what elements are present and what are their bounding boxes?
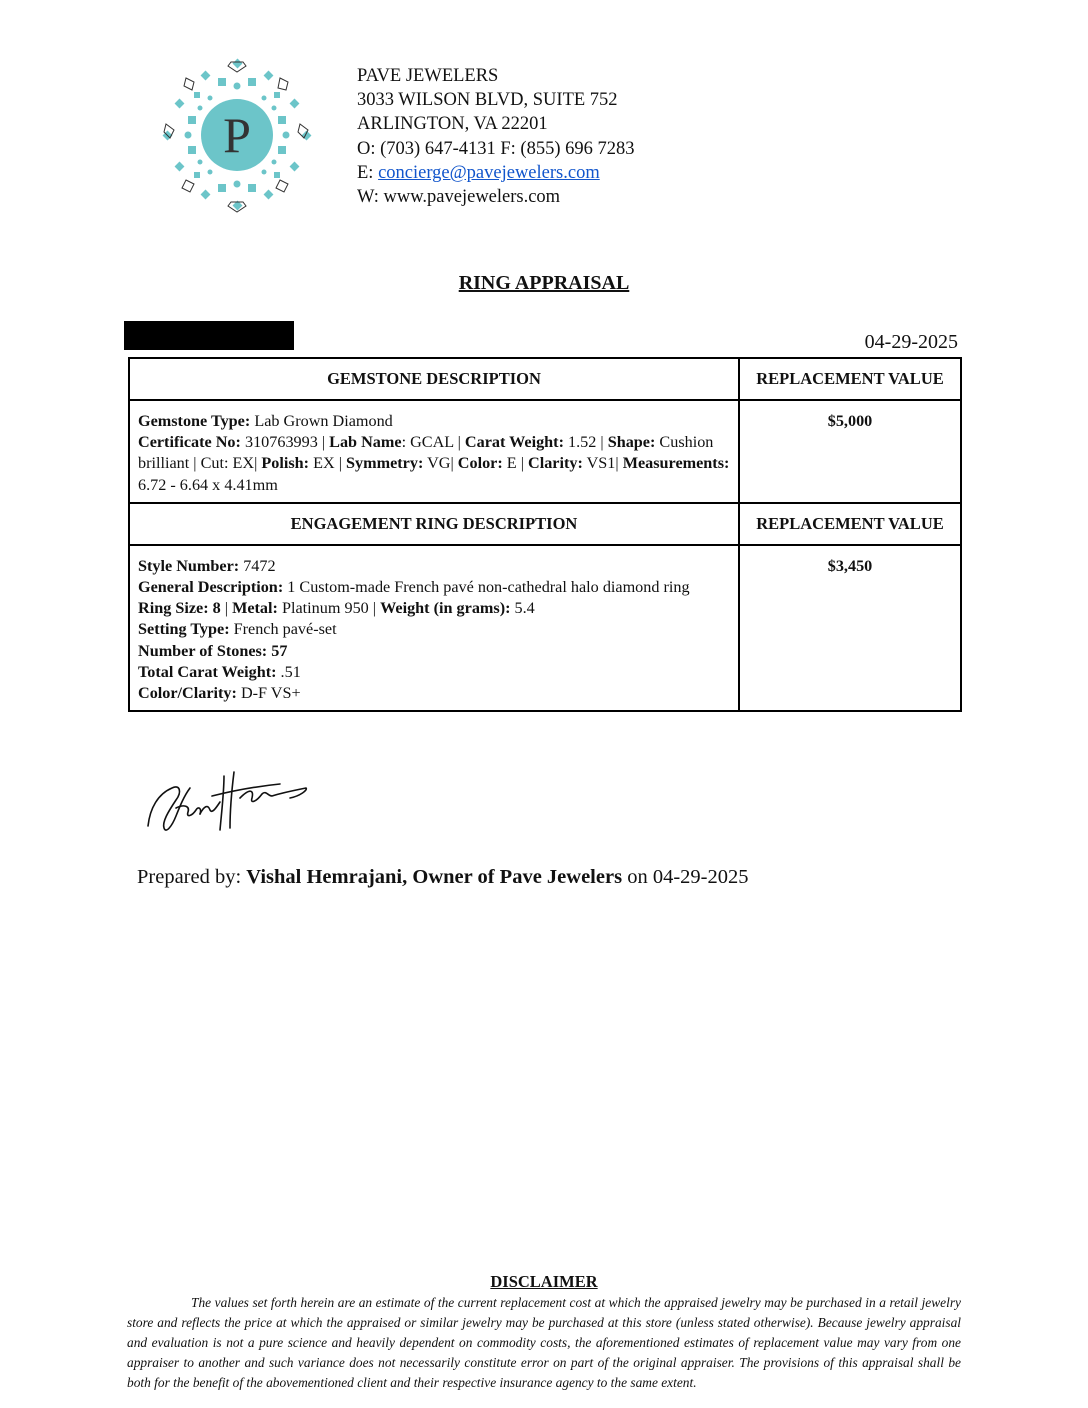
gemstone-header: GEMSTONE DESCRIPTION bbox=[129, 358, 739, 400]
disclaimer-title: DISCLAIMER bbox=[490, 1272, 598, 1291]
email-prefix: E: bbox=[357, 162, 379, 183]
measurements-value: 6.72 - 6.64 x 4.41mm bbox=[138, 475, 278, 494]
style-value: 7472 bbox=[239, 556, 276, 575]
tcw-label: Total Carat Weight: bbox=[138, 662, 277, 681]
gemstone-replacement-value: $5,000 bbox=[739, 400, 961, 503]
ring-row bbox=[129, 545, 961, 711]
signature bbox=[140, 768, 312, 838]
symmetry-value: VG| bbox=[423, 454, 458, 473]
company-website: W: www.pavejewelers.com bbox=[357, 187, 561, 208]
disclaimer-body: The values set forth herein are an estimate of the current replacement cost at which the appraised jewelry may be purchased in a retail jewelry store and reflects the price at which the appraised or similar jewelry may be purchased at this store (unless stated otherwise). Because jewelry appraisal and evaluation is not a pure science and heavily dependent on commodity costs, the aforementioned estimates of replacement value may vary from one appraiser to another and such variance does not necessarily constitute error on part of the original appraiser. The provisions of this appraisal shall be both for the benefit of the abovementioned client and their respective insurance agency to the same extent. bbox=[127, 1295, 961, 1390]
svg-text:P: P bbox=[223, 107, 251, 163]
ring-size-sep: | bbox=[220, 599, 233, 618]
redacted-client-name bbox=[124, 321, 294, 350]
lab-value: : GCAL | bbox=[401, 433, 465, 452]
cert-value: 310763993 | bbox=[240, 433, 330, 452]
gem-type-value: Lab Grown Diamond bbox=[250, 412, 393, 430]
setting-value: French pavé-set bbox=[229, 620, 337, 639]
gemstone-description bbox=[129, 400, 739, 503]
document-title: RING APPRAISAL bbox=[458, 272, 630, 294]
setting-label: Setting Type: bbox=[138, 620, 230, 639]
polish-value: EX | bbox=[309, 454, 347, 473]
carat-value: 1.52 | bbox=[563, 433, 608, 452]
preparer-name: Vishal Hemrajani, Owner of Pave Jewelers bbox=[246, 866, 623, 888]
symmetry-label: Symmetry: bbox=[346, 454, 424, 473]
company-phones: O: (703) 647-4131 F: (855) 696 7283 bbox=[357, 138, 635, 159]
ring-size-label: Ring Size: 8 bbox=[138, 599, 221, 618]
general-value: 1 Custom-made French pavé non-cathedral halo diamond ring bbox=[283, 578, 690, 597]
prepared-suffix: on 04-29-2025 bbox=[622, 866, 749, 888]
shape-value: Cushion brilliant | Cut: EX| bbox=[138, 433, 714, 473]
company-email-line bbox=[357, 161, 634, 185]
appraisal-date: 04-29-2025 bbox=[864, 331, 958, 353]
ring-replacement-value: $3,450 bbox=[739, 545, 961, 711]
gem-type-label: Gemstone Type: bbox=[138, 412, 251, 430]
ring-header-row bbox=[129, 503, 961, 545]
company-details bbox=[357, 64, 634, 209]
stones-label: Number of Stones: 57 bbox=[138, 641, 288, 660]
email-link[interactable]: concierge@pavejewelers.com bbox=[378, 162, 600, 183]
style-label: Style Number: bbox=[138, 556, 240, 575]
gemstone-row bbox=[129, 400, 961, 503]
measurements-label: Measurements: bbox=[622, 454, 730, 473]
shape-label: Shape: bbox=[607, 433, 656, 452]
prepared-prefix: Prepared by: bbox=[137, 866, 247, 888]
tcw-value: .51 bbox=[276, 662, 301, 681]
clarity-value: VS1| bbox=[582, 454, 623, 473]
ring-header: ENGAGEMENT RING DESCRIPTION bbox=[129, 503, 739, 545]
polish-label: Polish: bbox=[261, 454, 310, 473]
company-address-line1: 3033 WILSON BLVD, SUITE 752 bbox=[357, 90, 618, 111]
ring-value-header: REPLACEMENT VALUE bbox=[739, 503, 961, 545]
gemstone-header-row bbox=[129, 358, 961, 400]
color-label: Color: bbox=[457, 454, 503, 473]
lab-label: Lab Name bbox=[329, 433, 402, 452]
prepared-by bbox=[137, 866, 748, 889]
carat-label: Carat Weight: bbox=[464, 433, 564, 452]
weight-value: 5.4 bbox=[510, 599, 535, 618]
color-value: E | bbox=[502, 454, 529, 473]
metal-label: Metal: bbox=[232, 599, 278, 618]
disclaimer-text bbox=[127, 1293, 961, 1393]
appraisal-table bbox=[128, 357, 962, 712]
color-clarity-label: Color/Clarity: bbox=[138, 684, 237, 703]
ring-description bbox=[129, 545, 739, 711]
company-address-line2: ARLINGTON, VA 22201 bbox=[357, 114, 548, 135]
gemstone-value-header: REPLACEMENT VALUE bbox=[739, 358, 961, 400]
metal-value: Platinum 950 | bbox=[277, 599, 381, 618]
general-label: General Description: bbox=[138, 578, 284, 597]
company-logo bbox=[158, 56, 316, 214]
company-name: PAVE JEWELERS bbox=[357, 66, 499, 86]
weight-label: Weight (in grams): bbox=[380, 599, 511, 618]
cert-label: Certificate No: bbox=[138, 433, 241, 452]
color-clarity-value: D-F VS+ bbox=[236, 684, 301, 703]
clarity-label: Clarity: bbox=[528, 454, 583, 473]
